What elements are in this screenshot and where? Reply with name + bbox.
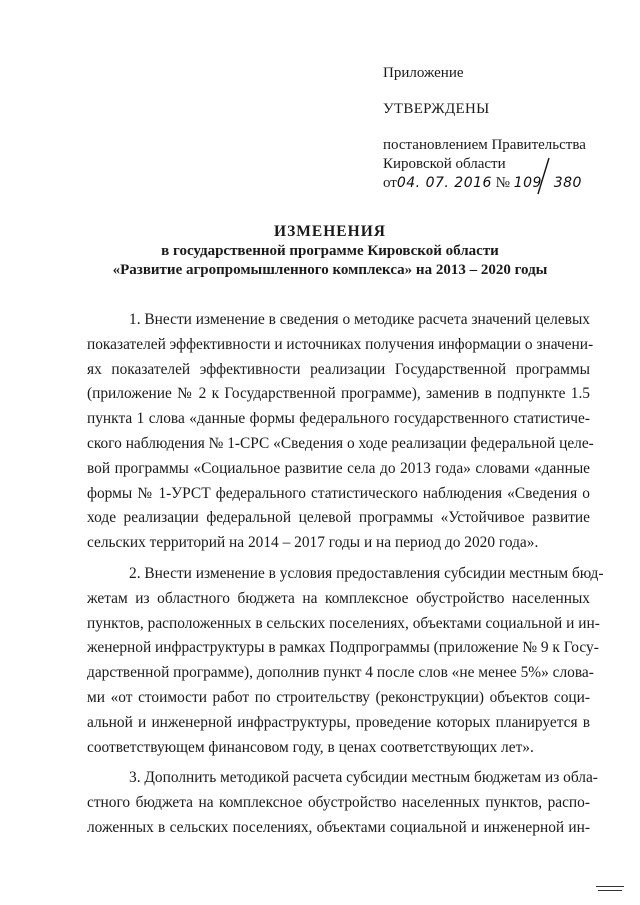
paragraph-line: стного бюджета на комплексное обустройство населенных пунктов, распо- <box>87 794 590 812</box>
paragraph-line: формы № 1-УРСТ федерального статистического наблюдения «Сведения о <box>87 484 590 502</box>
paragraph-line: 2. Внести изменение в условия предоставления субсидии местным бюд- <box>129 564 604 582</box>
approval-block <box>383 64 623 193</box>
decree-date-line <box>383 174 623 193</box>
handwritten-slash-icon <box>533 156 553 196</box>
paragraph-line: дарственной программе), дополнив пункт 4 после слов «не менее 5%» слова- <box>87 664 594 682</box>
paragraph-line: 1. Внести изменение в сведения о методике расчета значений целевых <box>129 311 590 328</box>
date-prefix: от <box>383 175 397 191</box>
approved-label: УТВЕРЖДЕНЫ <box>383 101 490 117</box>
handwritten-number-suffix: 380 <box>553 175 582 191</box>
paragraph-line: ях показателей эффективности реализации Государственной программы <box>87 360 590 378</box>
document-title <box>60 222 600 280</box>
paragraph-line: сельских территорий на 2014 – 2017 годы и на период до 2020 года». <box>87 534 539 552</box>
paragraph-line: соответствующем финансовом году, в ценах соответствующих лет». <box>87 738 534 756</box>
paragraph-line: ского наблюдения № 1-СРС «Сведения о ходе реализации федеральной целе- <box>87 434 594 452</box>
paragraph-line: ми «от стоимости работ по строительству (реконструкции) объектов соци- <box>87 688 590 706</box>
handwritten-number: 109 <box>513 175 542 191</box>
paragraph-line: пункта 1 слова «данные формы федерального государственного статистиче- <box>87 410 590 428</box>
document-body <box>87 308 604 847</box>
paragraph-3 <box>87 766 598 840</box>
title-main: ИЗМЕНЕНИЯ <box>274 223 386 240</box>
handwritten-date: 04. 07. 2016 <box>396 175 492 191</box>
paragraph-line: жетам из областного бюджета на комплексное обустройство населенных <box>87 589 590 607</box>
decree-line-1: постановлением Правительства <box>383 137 586 153</box>
paragraph-1 <box>87 308 594 556</box>
title-subtitle-1: в государственной программе Кировской области <box>161 243 499 259</box>
paragraph-2 <box>87 562 604 760</box>
paragraph-line: пунктов, расположенных в сельских поселениях, объектами социальной и ин- <box>87 614 600 632</box>
paragraph-line: 3. Дополнить методикой расчета субсидии местным бюджетам из обла- <box>129 769 598 787</box>
paragraph-line: (приложение № 2 к Государственной программе), заменив в подпункте 1.5 <box>87 385 590 403</box>
footer-dash <box>596 886 624 887</box>
paragraph-line: ходе реализации федеральной целевой программы «Устойчивое развитие <box>87 509 590 527</box>
paragraph-line: альной и инженерной инфраструктуры, проведение которых планируется в <box>87 713 590 731</box>
number-sign: № <box>495 175 510 191</box>
footer-dash-2 <box>598 890 622 891</box>
paragraph-line: ложенных в сельских поселениях, объектами социальной и инженерной ин- <box>87 818 590 836</box>
appendix-label: Приложение <box>383 65 464 81</box>
paragraph-line: женерной инфраструктуры в рамках Подпрограммы (приложение № 9 к Госу- <box>87 639 599 657</box>
title-subtitle-2: «Развитие агропромышленного комплекса» на 2013 – 2020 годы <box>112 262 548 278</box>
paragraph-line: показателей эффективности и источниках получения информации о значени- <box>87 335 594 353</box>
decree-line-2: Кировской области <box>383 156 506 172</box>
paragraph-line: вой программы «Социальное развитие села до 2013 года» словами «данные <box>87 459 590 477</box>
